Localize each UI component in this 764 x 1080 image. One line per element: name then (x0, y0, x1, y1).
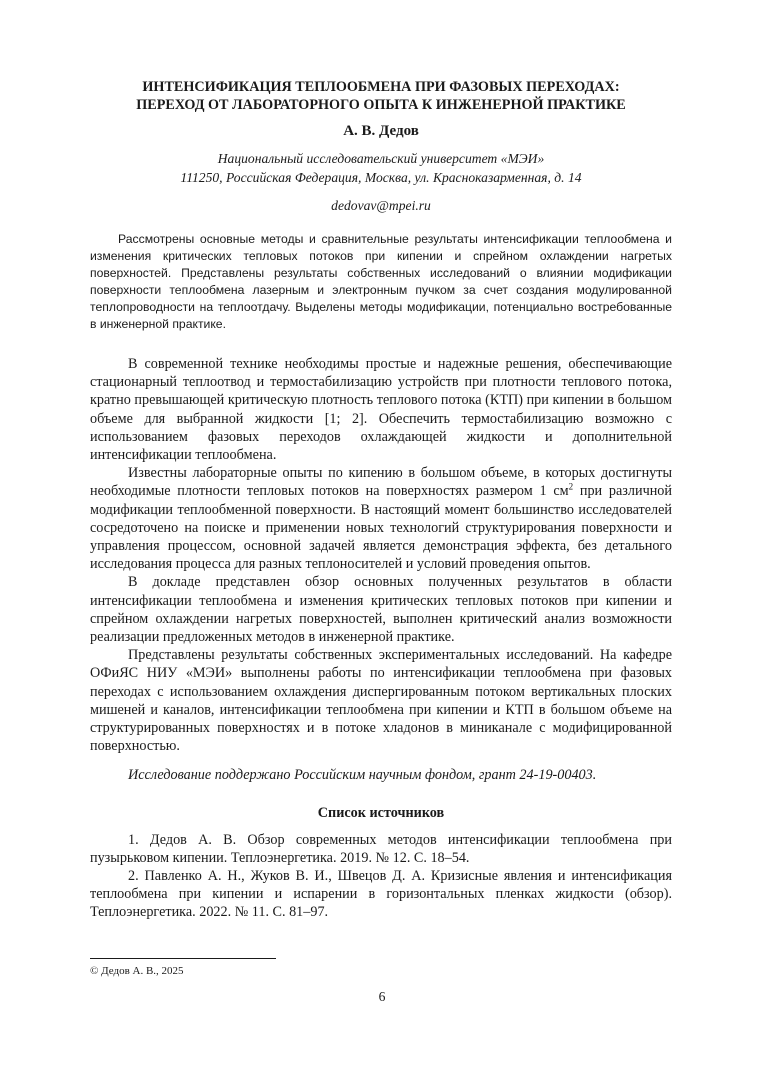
superscript-2: 2 (568, 481, 574, 492)
reference-item-2: 2. Павленко А. Н., Жуков В. И., Швецов Д. А. Кризисные явления и интенсификация теплообмена при кипении и испарении в горизонтальных пленках жидкости (обзор). Теплоэнергетика. 2022. № 11. С. 81–97. (90, 868, 672, 921)
body-paragraph-2 (90, 464, 672, 573)
footnote-divider (90, 958, 276, 959)
body-paragraph-4: Представлены результаты собственных экспериментальных исследований. На кафедре ОФиЯС НИУ «МЭИ» выполнены работы по интенсификации теплообмена при фазовых переходах с использованием охлаждения диспергированным потоком вертикальных плоских мишеней и каналов, интенсификации теплообмена при кипении и КТП в большом объеме на структурированных поверхностях и в потоке хладонов в миниканале с модифицированной поверхностью. (90, 647, 672, 755)
reference-item-1: 1. Дедов А. В. Обзор современных методов интенсификации теплообмена при пузырьковом кипении. Теплоэнергетика. 2019. № 12. С. 18–54. (90, 831, 672, 866)
paper-title-line-2: ПЕРЕХОД ОТ ЛАБОРАТОРНОГО ОПЫТА К ИНЖЕНЕРНОЙ ПРАКТИКЕ (136, 97, 626, 113)
copyright-footnote: © Дедов А. В., 2025 (90, 965, 184, 977)
body-paragraph-2-start: Известны лабораторные опыты по кипению в большом объеме, в которых достигнуты необходимые плотности тепловых потоков на поверхностях размером 1 см (90, 465, 672, 500)
acknowledgement: Исследование поддержано Российским научным фондом, грант 24-19-00403. (128, 767, 597, 784)
affiliation-address: 111250, Российская Федерация, Москва, ул. Красноказарменная, д. 14 (180, 170, 582, 185)
references-heading: Список источников (317, 804, 445, 821)
author-name: А. В. Дедов (343, 123, 419, 139)
body-paragraph-1: В современной технике необходимы простые и надежные решения, обеспечивающие стационарный теплоотвод и термостабилизацию устройств при плотности теплового потока, кратно превышающей критическую плотность теплового потока (КТП) при кипении в большом объеме для выбранной жидкости [1; 2]. Обеспечить термостабилизацию возможно с использованием фазовых переходов охлаждающей жидкости и дополнительной интенсификации теплообмена. (90, 356, 672, 464)
body-text (90, 355, 672, 755)
paper-title (90, 78, 672, 114)
abstract: Рассмотрены основные методы и сравнительные результаты интенсификации теплообмена и изменения критических тепловых потоков при кипении и спрейном охлаждении нагретых поверхностей. Представлены результаты собственных исследований о влиянии модификации поверхности теплообмена лазерным и электронным пучком за счет создания модулированной теплопроводности на теплоотдачу. Выделены методы модификации, потенциально востребованные в инженерной практике. (90, 232, 672, 331)
references-list (90, 831, 672, 922)
body-paragraph-2-end: при различной модификации теплообменной поверхности. В настоящий момент большинство исследователей сосредоточено на поиске и применении новых технологий структурирования поверхности и управления процессом, основной задачей является демонстрация эффекта, без детального исследования процесса для разных теплоносителей и условий проведения опытов. (90, 483, 672, 573)
author-email: dedovav@mpei.ru (331, 198, 431, 213)
affiliation (90, 149, 672, 187)
page-number: 6 (378, 989, 386, 1004)
paper-title-line-1: ИНТЕНСИФИКАЦИЯ ТЕПЛООБМЕНА ПРИ ФАЗОВЫХ ПЕРЕХОДАХ: (142, 79, 620, 95)
affiliation-institution: Национальный исследовательский университет «МЭИ» (217, 151, 545, 166)
page-content (90, 78, 672, 922)
body-paragraph-3: В докладе представлен обзор основных полученных результатов в области интенсификации теплообмена и изменения критических тепловых потоков при кипении и спрейном охлаждении нагретых поверхностей, выполнен критический анализ возможности реализации предложенных методов в инженерной практике. (90, 574, 672, 646)
